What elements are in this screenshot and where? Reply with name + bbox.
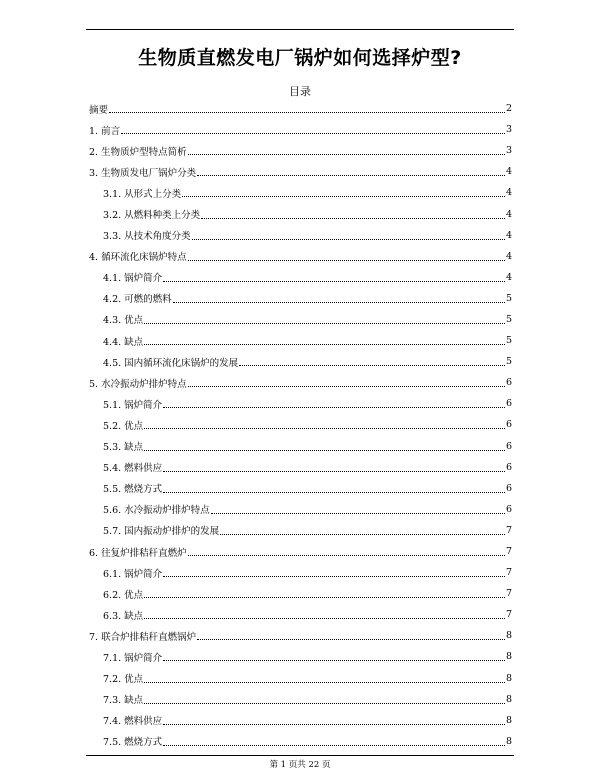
toc-dot-leader bbox=[144, 450, 505, 451]
toc-entry-label: 4.5. 国内循环流化床锅炉的发展 bbox=[103, 357, 239, 369]
toc-entry[interactable] bbox=[89, 604, 512, 625]
toc-entry[interactable] bbox=[89, 140, 512, 161]
toc-entry-page: 7 bbox=[505, 524, 512, 536]
toc-entry[interactable] bbox=[89, 119, 512, 140]
toc-entry[interactable] bbox=[89, 182, 512, 203]
toc-dot-leader bbox=[163, 576, 505, 577]
toc-entry[interactable] bbox=[89, 330, 512, 351]
toc-entry[interactable] bbox=[89, 161, 512, 182]
toc-entry-label: 5.7. 国内振动炉排炉的发展 bbox=[103, 526, 220, 538]
toc-entry-label: 4.1. 锅炉简介 bbox=[103, 273, 163, 285]
toc-entry[interactable] bbox=[89, 98, 512, 119]
toc-entry-page: 3 bbox=[505, 124, 512, 136]
toc-entry-page: 7 bbox=[505, 609, 512, 621]
toc-entry[interactable] bbox=[89, 562, 512, 583]
toc-entry-page: 8 bbox=[505, 693, 512, 705]
toc-entry[interactable] bbox=[89, 583, 512, 604]
toc-entry-label: 6.3. 缺点 bbox=[103, 610, 144, 622]
toc-entry-label: 6.2. 优点 bbox=[103, 589, 144, 601]
toc-entry-label: 7. 联合炉排秸秆直燃锅炉 bbox=[89, 631, 197, 643]
toc-entry-page: 7 bbox=[505, 546, 512, 558]
toc-entry[interactable] bbox=[89, 646, 512, 667]
toc-entry-label: 2. 生物质炉型特点简析 bbox=[89, 146, 187, 158]
toc-entry-label: 7.4. 燃料供应 bbox=[103, 716, 163, 728]
toc-entry-page: 8 bbox=[505, 630, 512, 642]
toc-entry[interactable] bbox=[89, 499, 512, 520]
toc-dot-leader bbox=[163, 660, 505, 661]
toc-entry-page: 5 bbox=[505, 335, 512, 347]
toc-entry-label: 3.3. 从技术角度分类 bbox=[103, 231, 191, 243]
toc-entry-label: 5.2. 优点 bbox=[103, 420, 144, 432]
toc-dot-leader bbox=[239, 365, 505, 366]
toc-entry[interactable] bbox=[89, 267, 512, 288]
toc-entry-page: 5 bbox=[505, 313, 512, 325]
toc-entry-page: 4 bbox=[505, 271, 512, 283]
toc-dot-leader bbox=[192, 239, 505, 240]
toc-entry-label: 6. 往复炉排秸秆直燃炉 bbox=[89, 547, 187, 559]
toc-entry[interactable] bbox=[89, 668, 512, 689]
toc-entry[interactable] bbox=[89, 288, 512, 309]
toc-entry-page: 4 bbox=[505, 208, 512, 220]
toc-dot-leader bbox=[220, 534, 505, 535]
toc-entry-page: 8 bbox=[505, 672, 512, 684]
toc-dot-leader bbox=[144, 323, 505, 324]
toc-dot-leader bbox=[173, 302, 505, 303]
toc-dot-leader bbox=[144, 428, 505, 429]
toc-entry-page: 4 bbox=[505, 250, 512, 262]
toc-dot-leader bbox=[144, 344, 505, 345]
toc-entry[interactable] bbox=[89, 225, 512, 246]
toc-entry[interactable] bbox=[89, 731, 512, 752]
toc-heading: 目录 bbox=[289, 85, 311, 98]
toc-dot-leader bbox=[188, 260, 505, 261]
toc-dot-leader bbox=[109, 112, 505, 113]
toc-entry-label: 5.1. 锅炉简介 bbox=[103, 399, 163, 411]
toc-dot-leader bbox=[201, 218, 505, 219]
toc-dot-leader bbox=[163, 471, 505, 472]
toc-entry-label: 5.5. 燃烧方式 bbox=[103, 484, 163, 496]
toc-entry-page: 6 bbox=[505, 377, 512, 389]
toc-dot-leader bbox=[163, 745, 505, 746]
toc-entry[interactable] bbox=[89, 520, 512, 541]
document-title: 生物质直燃发电厂锅炉如何选择炉型? bbox=[138, 47, 462, 69]
page-footer: 第 1 页共 22 页 bbox=[269, 760, 331, 770]
toc-entry[interactable] bbox=[89, 436, 512, 457]
toc-entry-page: 7 bbox=[505, 588, 512, 600]
toc-entry-page: 7 bbox=[505, 567, 512, 579]
toc-entry[interactable] bbox=[89, 541, 512, 562]
toc-entry-page: 2 bbox=[505, 103, 512, 115]
toc-entry-page: 6 bbox=[505, 419, 512, 431]
toc-entry[interactable] bbox=[89, 246, 512, 267]
toc-entry-label: 7.5. 燃烧方式 bbox=[103, 737, 163, 749]
toc-entry-page: 8 bbox=[505, 651, 512, 663]
toc-entry[interactable] bbox=[89, 457, 512, 478]
table-of-contents bbox=[89, 98, 512, 752]
toc-dot-leader bbox=[163, 407, 505, 408]
toc-entry-label: 7.2. 优点 bbox=[103, 674, 144, 686]
toc-entry-page: 3 bbox=[505, 145, 512, 157]
toc-dot-leader bbox=[163, 724, 505, 725]
toc-dot-leader bbox=[163, 281, 505, 282]
toc-entry-label: 3.2. 从燃料种类上分类 bbox=[103, 210, 201, 222]
toc-entry-label: 7.3. 缺点 bbox=[103, 695, 144, 707]
toc-dot-leader bbox=[144, 703, 505, 704]
toc-entry-label: 4.3. 优点 bbox=[103, 315, 144, 327]
toc-entry-label: 5.6. 水冷振动炉排炉特点 bbox=[103, 505, 210, 517]
toc-entry-label: 4.4. 缺点 bbox=[103, 336, 144, 348]
toc-entry-label: 5.3. 缺点 bbox=[103, 442, 144, 454]
toc-entry-label: 3. 生物质发电厂锅炉分类 bbox=[89, 167, 197, 179]
toc-entry[interactable] bbox=[89, 478, 512, 499]
toc-entry-page: 6 bbox=[505, 461, 512, 473]
toc-entry-label: 5. 水冷振动炉排炉特点 bbox=[89, 378, 187, 390]
toc-dot-leader bbox=[163, 492, 505, 493]
toc-entry-page: 8 bbox=[505, 735, 512, 747]
toc-entry-label: 6.1. 锅炉简介 bbox=[103, 568, 163, 580]
toc-dot-leader bbox=[188, 386, 505, 387]
toc-entry-page: 6 bbox=[505, 440, 512, 452]
toc-entry-label: 4.2. 可燃的燃料 bbox=[103, 294, 172, 306]
toc-dot-leader bbox=[182, 196, 505, 197]
toc-entry[interactable] bbox=[89, 351, 512, 372]
toc-entry-page: 6 bbox=[505, 398, 512, 410]
toc-entry-label: 3.1. 从形式上分类 bbox=[103, 188, 182, 200]
toc-dot-leader bbox=[144, 597, 505, 598]
toc-entry-label: 4. 循环流化床锅炉特点 bbox=[89, 252, 187, 264]
toc-dot-leader bbox=[197, 639, 505, 640]
toc-dot-leader bbox=[188, 154, 505, 155]
toc-dot-leader bbox=[211, 513, 505, 514]
toc-entry-page: 8 bbox=[505, 714, 512, 726]
header-rule bbox=[86, 29, 514, 30]
toc-entry[interactable] bbox=[89, 309, 512, 330]
footer-rule bbox=[86, 755, 514, 756]
toc-entry[interactable] bbox=[89, 710, 512, 731]
toc-entry[interactable] bbox=[89, 414, 512, 435]
toc-entry-label: 7.1. 锅炉简介 bbox=[103, 652, 163, 664]
toc-entry[interactable] bbox=[89, 393, 512, 414]
toc-entry-page: 4 bbox=[505, 187, 512, 199]
toc-entry-page: 4 bbox=[505, 229, 512, 241]
toc-dot-leader bbox=[144, 618, 505, 619]
toc-entry-page: 6 bbox=[505, 503, 512, 515]
toc-dot-leader bbox=[121, 133, 505, 134]
toc-entry-label: 5.4. 燃料供应 bbox=[103, 463, 163, 475]
toc-entry-page: 5 bbox=[505, 292, 512, 304]
toc-entry[interactable] bbox=[89, 372, 512, 393]
toc-entry-page: 4 bbox=[505, 166, 512, 178]
toc-entry[interactable] bbox=[89, 689, 512, 710]
toc-dot-leader bbox=[197, 175, 505, 176]
toc-entry[interactable] bbox=[89, 625, 512, 646]
toc-dot-leader bbox=[188, 555, 505, 556]
toc-entry[interactable] bbox=[89, 203, 512, 224]
toc-dot-leader bbox=[144, 682, 505, 683]
toc-entry-label: 摘要 bbox=[89, 104, 109, 116]
toc-entry-page: 6 bbox=[505, 482, 512, 494]
toc-entry-label: 1. 前言 bbox=[89, 125, 121, 137]
toc-entry-page: 5 bbox=[505, 356, 512, 368]
